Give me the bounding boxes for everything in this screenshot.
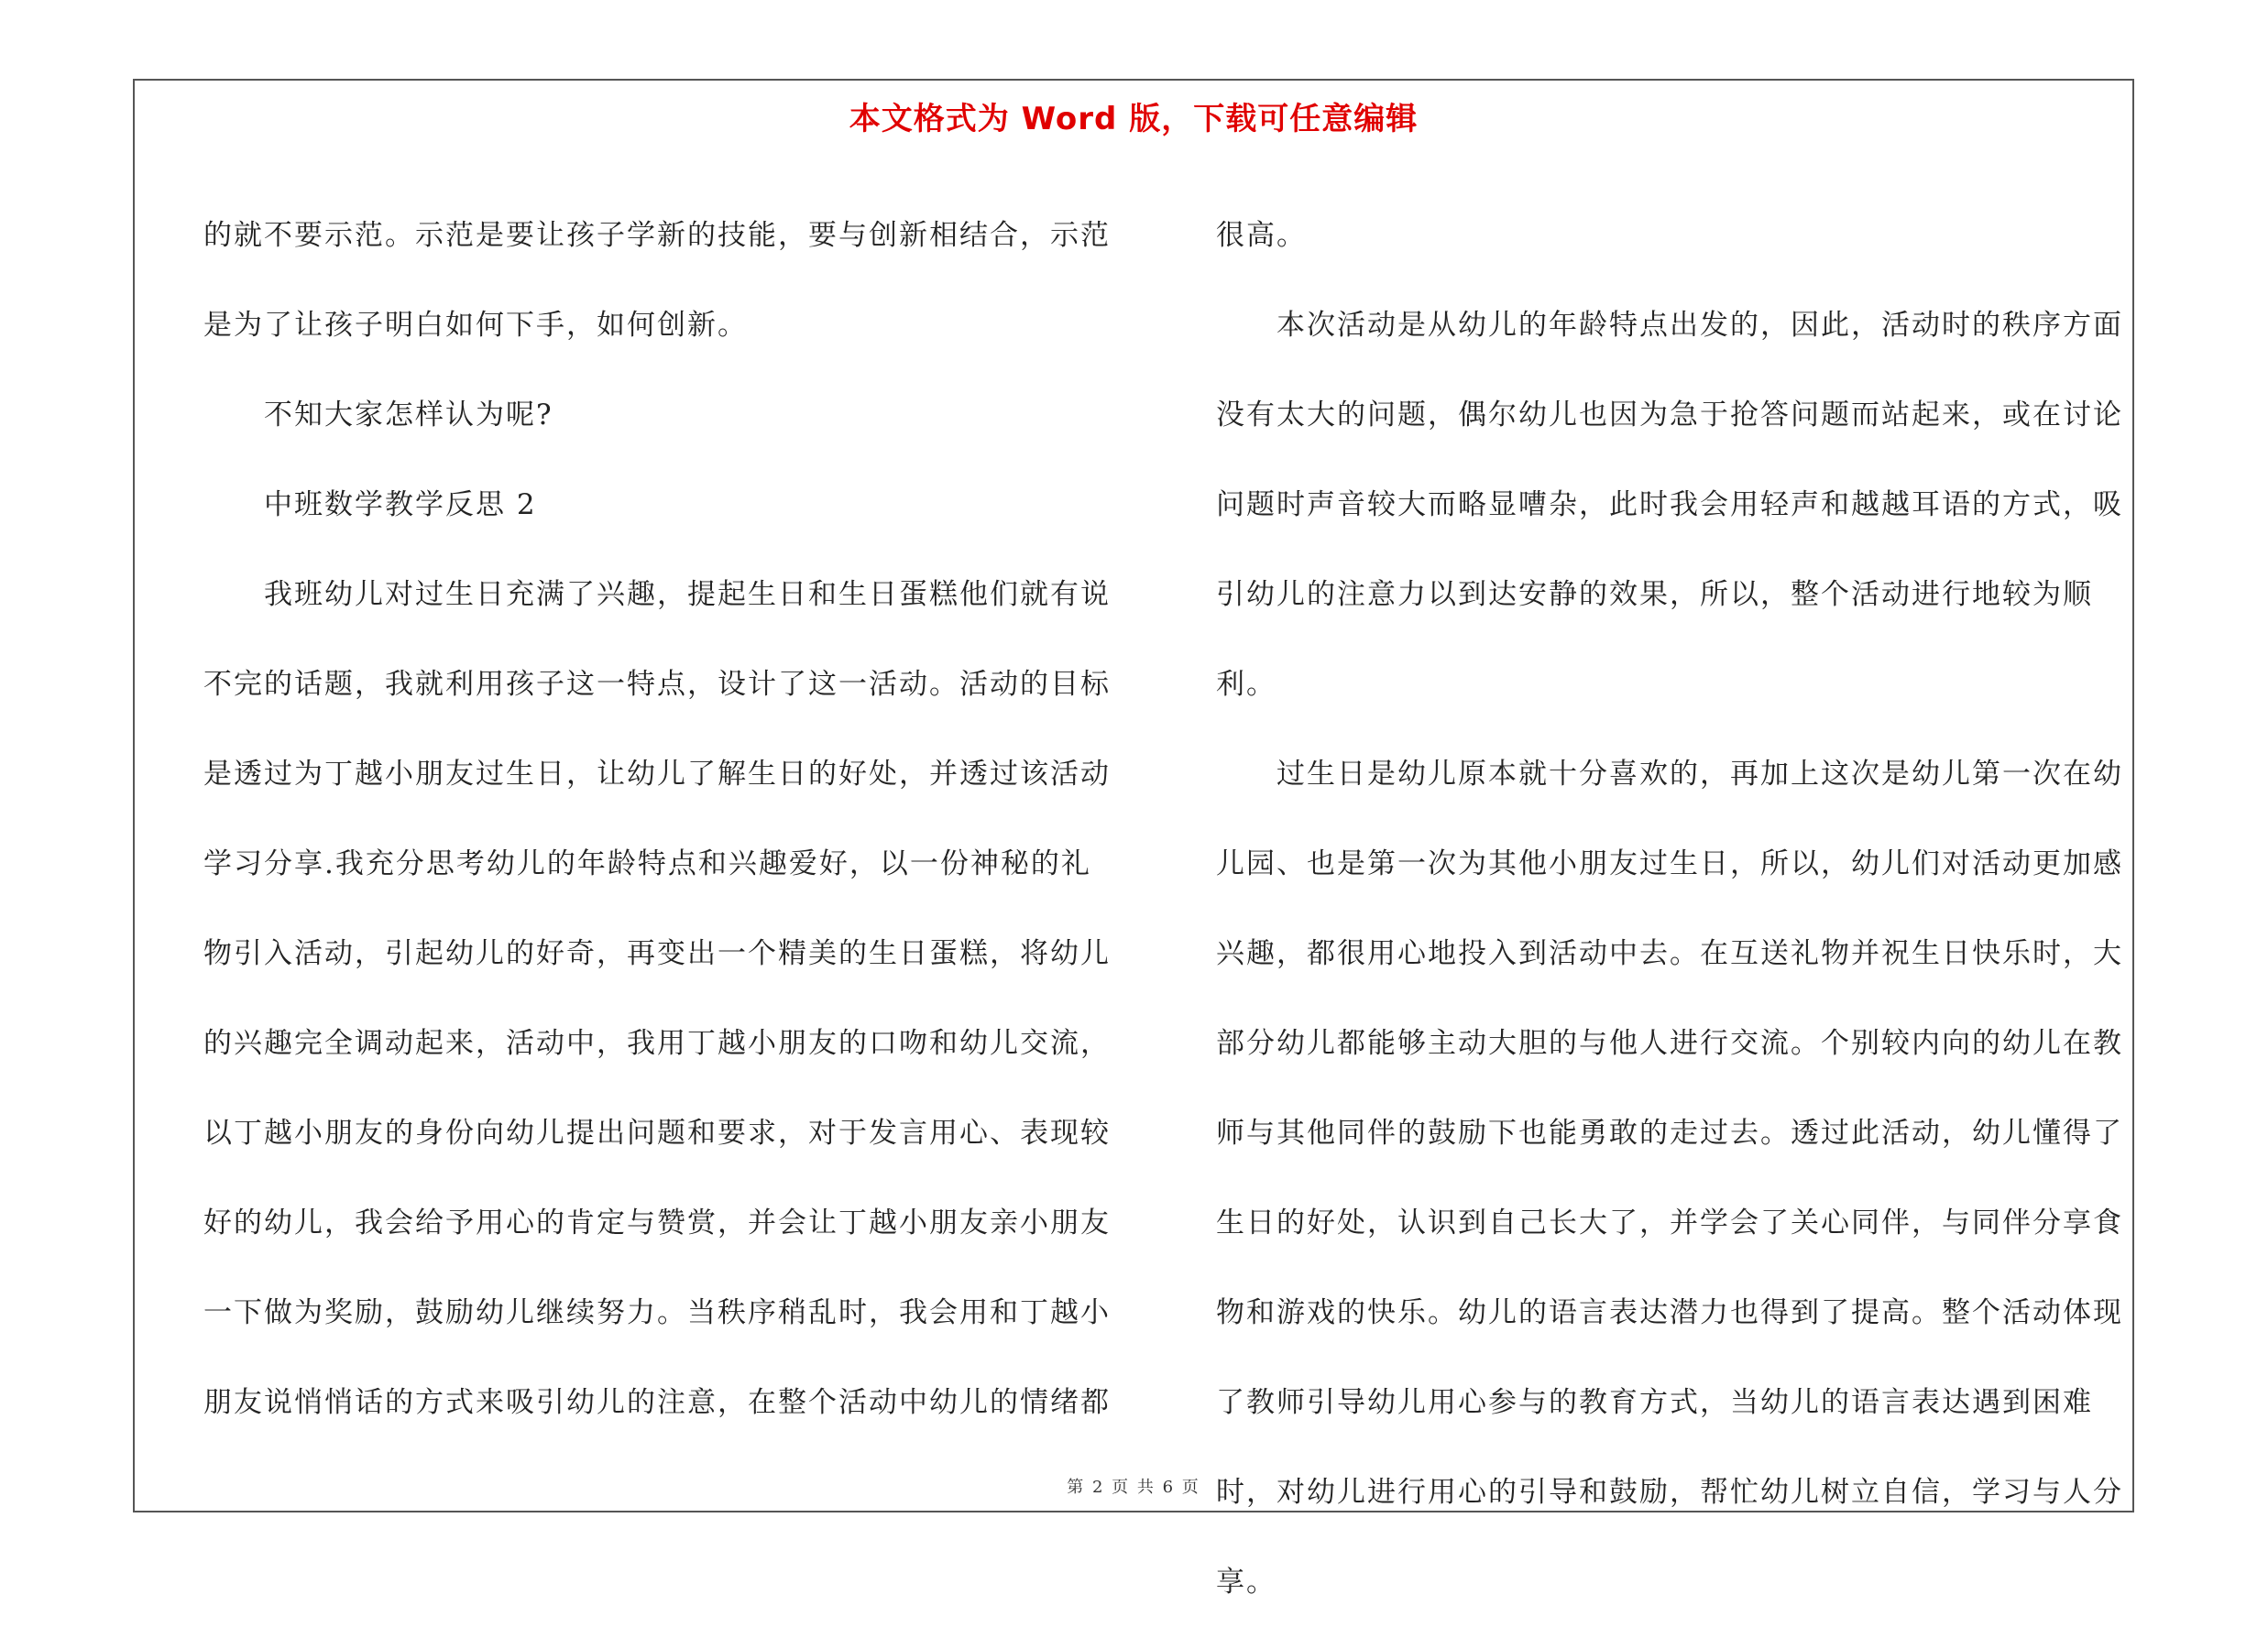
left-paragraph-1: 的就不要示范。示范是要让孩子学新的技能，要与创新相结合，示范是为了让孩子明白如何下手，如何创新。 (203, 219, 1111, 342)
page-number: 第 2 页 共 6 页 (1067, 1478, 1200, 1497)
right-paragraph-1: 很高。 (1216, 219, 1307, 252)
right-paragraph-3: 过生日是幼儿原本就十分喜欢的，再加上这次是幼儿第一次在幼儿园、也是第一次为其他小朋友过生日，所以，幼儿们对活动更加感兴趣，都很用心地投入到活动中去。在互送礼物并祝生日快乐时，大部分幼儿都能够主动大胆的与他人进行交流。个别较内向的幼儿在教师与其他同伴的鼓励下也能勇敢的走过去。透过此活动，幼儿懂得了生日的好处，认识到自己长大了，并学会了关心同伴，与同伴分享食物和游戏的快乐。幼儿的语言表达潜力也得到了提高。整个活动体现了教师引导幼儿用心参与的教育方式，当幼儿的语言表达遇到困难时，对幼儿进行用心的引导和鼓励，帮忙幼儿树立自信，学习与人分享。 (1216, 758, 2123, 1599)
right-paragraph-2: 本次活动是从幼儿的年龄特点出发的，因此，活动时的秩序方面没有太大的问题，偶尔幼儿也因为急于抢答问题而站起来，或在讨论问题时声音较大而略显嘈杂，此时我会用轻声和越越耳语的方式，吸引幼儿的注意力以到达安静的效果，所以，整个活动进行地较为顺利。 (1216, 309, 2123, 701)
left-paragraph-2: 不知大家怎样认为呢? (264, 399, 553, 431)
left-column (203, 191, 1120, 1447)
document-banner: 本文格式为 Word 版，下载可任意编辑 (849, 101, 1419, 137)
left-paragraph-4: 我班幼儿对过生日充满了兴趣，提起生日和生日蛋糕他们就有说不完的话题，我就利用孩子这一特点，设计了这一活动。活动的目标是透过为丁越小朋友过生日，让幼儿了解生日的好处，并透过该活动学习分享.我充分思考幼儿的年龄特点和兴趣爱好，以一份神秘的礼物引入活动，引起幼儿的好奇，再变出一个精美的生日蛋糕，将幼儿的兴趣完全调动起来，活动中，我用丁越小朋友的口吻和幼儿交流，以丁越小朋友的身份向幼儿提出问题和要求，对于发言用心、表现较好的幼儿，我会给予用心的肯定与赞赏，并会让丁越小朋友亲小朋友一下做为奖励，鼓励幼儿继续努力。当秩序稍乱时，我会用和丁越小朋友说悄悄话的方式来吸引幼儿的注意，在整个活动中幼儿的情绪都 (203, 578, 1111, 1419)
section-heading: 中班数学教学反思 2 (264, 488, 537, 521)
page-frame (133, 79, 2134, 1599)
right-column (1216, 191, 2132, 1627)
